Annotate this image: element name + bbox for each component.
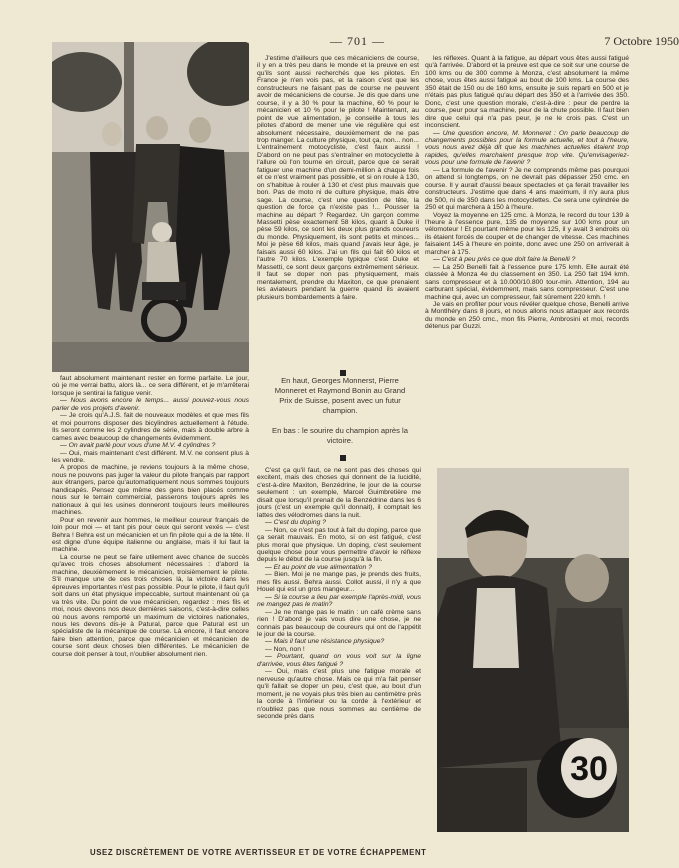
paragraph: Je vais en profiter pour vous révéler quelque chose, Benelli arrive à Montlhéry dans 8 jours, et nous allons nous attaquer aux records du monde en 250 cmc., mon fils Pierre, Ambrosini et moi, records détenus par Guzzi. — [425, 300, 629, 331]
column-left-top — [52, 375, 249, 833]
paragraph: C'est ça qu'il faut, ce ne sont pas des choses qui excitent, mais des choses qui donnent de la lucidité, c'est-à-dire Maxiton, Benzédrine, le jour de la course seulement : un exemple, Marcel Guimbretière me disait que lorsqu'il prenait de la Benzédrine dans les 6 jours (c'est un exemple qu'il donnait), il comptait les lattes des vélodromes dans la nuit. — [257, 467, 421, 519]
paragraph: — Oui, mais maintenant c'est différent. M.V. ne consent plus à les vendre. — [52, 449, 249, 464]
paragraph: Voyez la moyenne en 125 cmc. à Monza, le record du tour 139 à l'heure à l'essence pure, 135 de moyenne sur 100 kms pour un vélomoteur ! Et pourtant même pour les 125, il y avait 3 endroits où ils étaient forcés de couper et de changer de vitesse. Ces machines faisaient 145 à l'heure en pointe, donc avec une 250 on arriverait à marcher à 175. — [425, 211, 629, 256]
paragraph: — Nous avons encore le temps... aussi pouvez-vous nous parler de vos projets d'avenir. — [52, 397, 249, 412]
separator-square — [340, 455, 346, 461]
paragraph: — Bien. Moi je ne mange pas, je prends des fruits, mes fils aussi. Behra aussi. Collot aussi, il n'y a que Houel qui est un gros mangeur... — [257, 571, 421, 594]
caption-top: En haut, Georges Monnerst, Pierre Monneret et Raymond Bonin au Grand Prix de Suisse, posent avec un futur champion. — [274, 376, 406, 415]
paragraph: — Si la course a lieu par exemple l'après-midi, vous ne mangez pas le matin? — [257, 593, 421, 609]
paragraph: — Et au point de vue alimentation ? — [265, 563, 372, 571]
column-middle-bottom — [257, 467, 421, 833]
paragraph: — Une question encore, M. Monneret : On parle beaucoup de changements possibles pour la formule actuelle, et tout à l'heure, vous nous avez déjà dit que les machines actuelles étaient trop rapides, qu'elles marchaient presque trop vite. Qu'envisageriez-vous pour une formule de l'avenir ? — [425, 129, 629, 167]
paragraph: — La formule de l'avenir ? Je ne comprends même pas pourquoi on attend si longtemps, on ne devrait pas dépasser 250 cmc. en course. Il y aurait d'aussi beaux spectacles et ça ferait travailler les constructeurs. J'estime que dans 4 ans maximum, il n'y aura plus de 500, ni de 350 dans les motocyclettes. Ce sera une cylindrée de 250 et qui marchera à 150 à l'heure. — [425, 166, 629, 212]
paragraph: — Oui, mais c'est plus une fatigue morale et nerveuse qu'autre chose. Mais ce qui m'a fait penser qu'il fallait se doper un peu, c'est que, au bout d'un moment, je ne voyais plus très bien au centimètre près la corde à l'intérieur ou la corde à l'extérieur et n'oubliez pas que nous sommes au centième de seconde près dans — [257, 668, 421, 720]
footer-slogan: USEZ DISCRÈTEMENT DE VOTRE AVERTISSEUR ET DE VOTRE ÉCHAPPEMENT — [90, 848, 427, 857]
paragraph: — La 250 Benelli fait à l'essence pure 175 kmh. Elle aurait été classée à Monza 4e du classement en 350. La 250 fait 194 kmh. sans compresseur et à 10.000/10.800 tour-min. Attention, 194 au carburant spécial, évidemment, mais sans compresseur. C'est une machine qui, avec un compresseur, fait sûrement 220 kmh. ! — [425, 263, 629, 301]
caption-bottom: En bas : le sourire du champion après la victoire. — [272, 426, 408, 445]
paragraph: La course ne peut se faire utilement avec chance de succès qu'avec trois choses absolument nécessaires : d'abord la machine, deuxièmement le mécanicien, troisièmement le pilote. S'il manque une de ces trois choses là, la victoire dans les épreuves importantes n'est pas possible. Pour le pilote, il faut qu'il soit dans un état physique impeccable, surtout maintenant où ça va très vite. Du point de vue mécanicien, regardez : mes fils et moi, nous devons nos deux dernières saisons, c'est-à-dire celles où nous avons remporté un maximum de victoires nationales, nous les devons dis-je à Patural, parce que Patural est un spécialiste de la mécanique de course. Là encore, il faut encore faire bien attention, parce que mécanicien et mécanicien de course sont deux choses bien différentes. Le mécanicien de course doit penser à tout, n'oublier absolument rien. — [52, 553, 249, 658]
column-middle-top — [257, 55, 419, 373]
photo-riders-with-child — [52, 42, 249, 372]
race-number: 30 — [570, 750, 608, 788]
photo-caption — [270, 376, 410, 456]
column-right-top — [425, 55, 629, 467]
paragraph: les réflexes. Quant à la fatigue, au départ vous êtes aussi fatigué qu'à l'arrivée. D'abord et la preuve est que ce soit sur une course de 100 kms ou de 300 comme à Monza, c'est absolument la même chose, vous êtes aussi fatigué au bout de 100 kms. La course des 350 était de 150 ou de 160 kms, ensuite je suis reparti en 500 et je n'étais pas plus fatigué qu'au départ des 350 et à l'arrivée des 350. Donc, c'est une question morale, c'est-à-dire : peur de perdre la course, peur pour sa machine, peur de la chute possible. Il faut bien dire que celui qui n'a pas peur, je ne le crois pas. C'est un inconscient. — [425, 55, 629, 130]
paragraph: — Non, ce n'est pas tout à fait du doping, parce que ça serait mauvais. En moto, si on est fatigué, c'est plus moral que physique. Un doping, c'est seulement quelque chose pour vous permettre d'avoir le réflexe depuis le début de la course jusqu'à la fin. — [257, 526, 421, 564]
paragraph: A propos de machine, je reviens toujours à la même chose, nous ne pouvons pas juger la valeur du pilote français par rapport aux étrangers, parce qu'automatiquement nous sommes toujours handicapés. Pensez que même des gens bien placés comme nous sur le terrain commercial, passerons toujours après les nationaux à qui les usines donneront toujours leurs meilleures machines. — [52, 464, 249, 517]
paragraph: — C'est à peu près ce que doit faire la Benelli ? — [433, 256, 576, 264]
paragraph: — On avait parlé pour vous d'une M.V. 4 cylindres ? — [60, 442, 216, 450]
paragraph: — Je ne mange pas le matin : un café crème sans rien ! D'abord je vais vous dire une chose, je ne connais pas beaucoup de coureurs qui ont de l'appétit le jour de la course. — [257, 608, 421, 638]
paragraph: — C'est du doping ? — [265, 519, 326, 527]
paragraph: — Pourtant, quand on vous voit sur la ligne d'arrivée, vous êtes fatigué ? — [257, 653, 421, 668]
paragraph: — Je crois qu'A.J.S. fait de nouveaux modèles et que mes fils et moi pourrons disposer des bicylindres actuellement à l'étude. Ils seront comme les 2 cylindres de série, mais à double arbre à cames avec beaucoup de changements évidemment. — [52, 412, 249, 442]
paragraph: — Non, non ! — [265, 645, 305, 653]
issue-date: 7 Octobre 1950 — [604, 34, 679, 48]
paragraph: Pour en revenir aux hommes, le meilleur coureur français de loin pour moi — et tant pis pour ceux qui seront vexés — c'est Behra ! Behra est un mécanicien et un fin pilote qui a de la tête. Il est digne d'une équipe italienne ou anglaise, mais il lui faut la machine. — [52, 516, 249, 554]
page-number: — 701 — — [330, 34, 385, 48]
photo-champion-smiling — [437, 468, 629, 832]
paragraph: — Mais il faut une résistance physique? — [265, 638, 385, 646]
paragraph: faut absolument maintenant rester en forme parfaite. Le jour, où je me verrai battu, alors là... ce sera différent, et je m'arrêterai lorsque je sentirai la fatigue venir. — [52, 375, 249, 397]
paragraph: J'estime d'ailleurs que ces mécaniciens de course, il y en a très peu dans le monde et la preuve en est qu'ils sont aussi recherchés que les pilotes. En France je n'en vois pas, et la raison c'est que les constructeurs ne faisant pas de course ne peuvent avoir de mécaniciens de course. Je dis que dans une course, il y a 30 % pour la machine, 60 % pour le mécanicien et 10 % pour le pilote ! Maintenant, au point de vue alimentation, je conseille à tous les pilotes d'abord de mener une vie régulière qui est absolument nécessaire, deuxièmement de ne pas trop manger. La culture physique, tout ça, non... non... L'entraînement motocycliste, c'est faux aussi ! D'abord on ne peut pas s'entraîner en motocyclette à l'allure où l'on tourne en circuit, parce que ce serait fatiguer une machine d'un demi-million à chaque fois et ce n'est vraiment pas possible, et si on roule à 130, on s'habitue à rouler à 130 et c'est plus mauvais que bon. Pas de moto ni de culture physique, mais être sage. La course, c'est une question de tête, la question de force ça n'existe pas !... Pousser la machine au départ ? Regardez. Un garçon comme Massetti pèse exactement 58 kilos, quant à Duke il pèse 59 kilos, ce sont les deux plus grands coureurs du monde. Physiquement, ils sont petits et minces... Moi je pèse 68 kilos, mais quand j'avais leur âge, je faisais aussi 60 kilos. J'ai un fils qui fait 60 kilos et l'autre 70 kilos. L'exemple typique c'est Duke et Massetti, ce sont deux garçons extrêmement sérieux. Il faut se doper non pas physiquement, mais mentalement, prendre du Maxiton, ce que prenaient les aviateurs pendant la guerre quand ils avaient plusieurs bombardements à faire. — [257, 55, 419, 301]
